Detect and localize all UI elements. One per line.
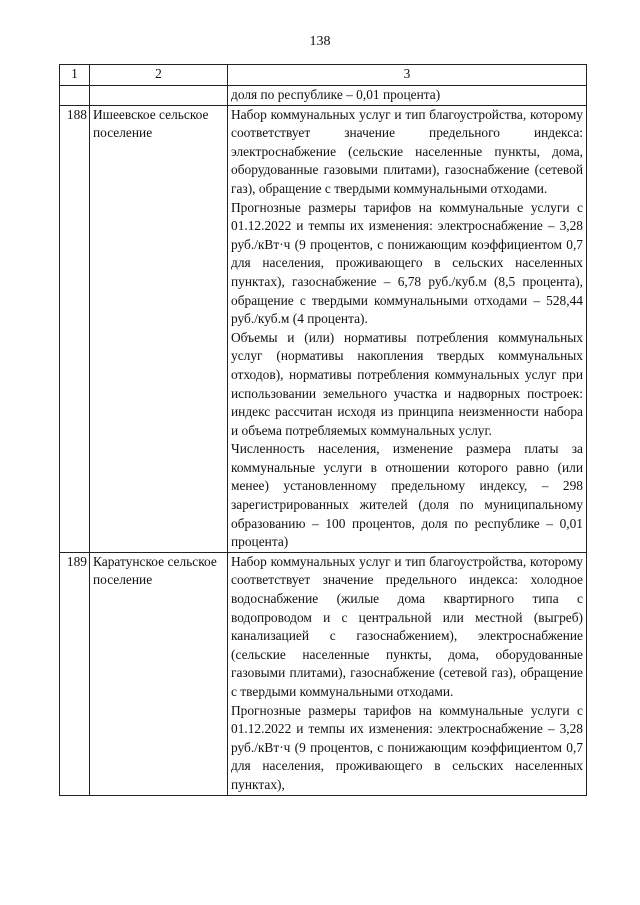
header-col-2: 2 [90, 65, 228, 86]
page-number: 138 [309, 34, 331, 49]
settlement-name: Ишеевское сельское поселение [90, 105, 228, 552]
paragraph-service-set: Набор коммунальных услуг и тип благоустройства, которому соответствует значение предельного индекса: электроснабжение (сельские населенные пункты, дома, оборудованные газовыми плитами), газоснабжение (сетевой газ), обращение с твердыми коммунальными отходами. [231, 106, 583, 196]
paragraph-tariffs: Прогнозные размеры тарифов на коммунальные услуги с 01.12.2022 и темпы их изменения: электроснабжение – 3,28 руб./кВт·ч (9 процентов, с понижающим коэффициентом 0,7 для населения, проживающего в сельских населенных пунктах), газоснабжение – 6,78 руб./куб.м (8,5 процента), обращение с твердыми коммунальными отходами – 528,44 руб./куб.м (4 процента). [231, 199, 583, 327]
paragraph-volumes: Объемы и (или) нормативы потребления коммунальных услуг (нормативы накопления твердых коммунальных отходов), нормативы потребления коммунальных услуг при использовании земельного участка и надворных построек: индекс рассчитан исходя из принципа неизменности набора и объема потребляемых коммунальных услуг. [231, 329, 583, 438]
row-description [228, 105, 587, 552]
continuation-text: доля по республике – 0,01 процента) [228, 86, 587, 106]
header-col-3: 3 [228, 65, 587, 86]
continuation-row [60, 86, 587, 106]
tariff-table [59, 64, 587, 796]
paragraph-population: Численность населения, изменение размера платы за коммунальные услуги в отношении которого равно (или менее) установленному предельному индексу, – 298 зарегистрированных жителей (доля по муниципальному образованию – 100 процентов, доля по республике – 0,01 процента) [231, 441, 583, 550]
continuation-name-cell [90, 86, 228, 106]
paragraph-service-set: Набор коммунальных услуг и тип благоустройства, которому соответствует значение предельного индекса: холодное водоснабжение (жилые дома квартирного типа с водопроводом и с центральной или местной (выгреб) канализацией с газоснабжением), электроснабжение (сельские населенные пункты, дома, оборудованные газовыми плитами), газоснабжение (сетевой газ), обращение с твердыми коммунальными отходами. [231, 553, 583, 699]
table-header-row [60, 65, 587, 86]
paragraph-tariffs: Прогнозные размеры тарифов на коммунальные услуги с 01.12.2022 и темпы их изменения: электроснабжение – 3,28 руб./кВт·ч (9 процентов, с понижающим коэффициентом 0,7 для населения, проживающего в сельских населенных пунктах), [231, 702, 583, 792]
table-row [60, 552, 587, 795]
continuation-num-cell [60, 86, 90, 106]
row-number: 188 [60, 105, 90, 552]
row-description [228, 552, 587, 795]
table-row [60, 105, 587, 552]
row-number: 189 [60, 552, 90, 795]
settlement-name: Каратунское сельское поселение [90, 552, 228, 795]
header-col-1: 1 [60, 65, 90, 86]
